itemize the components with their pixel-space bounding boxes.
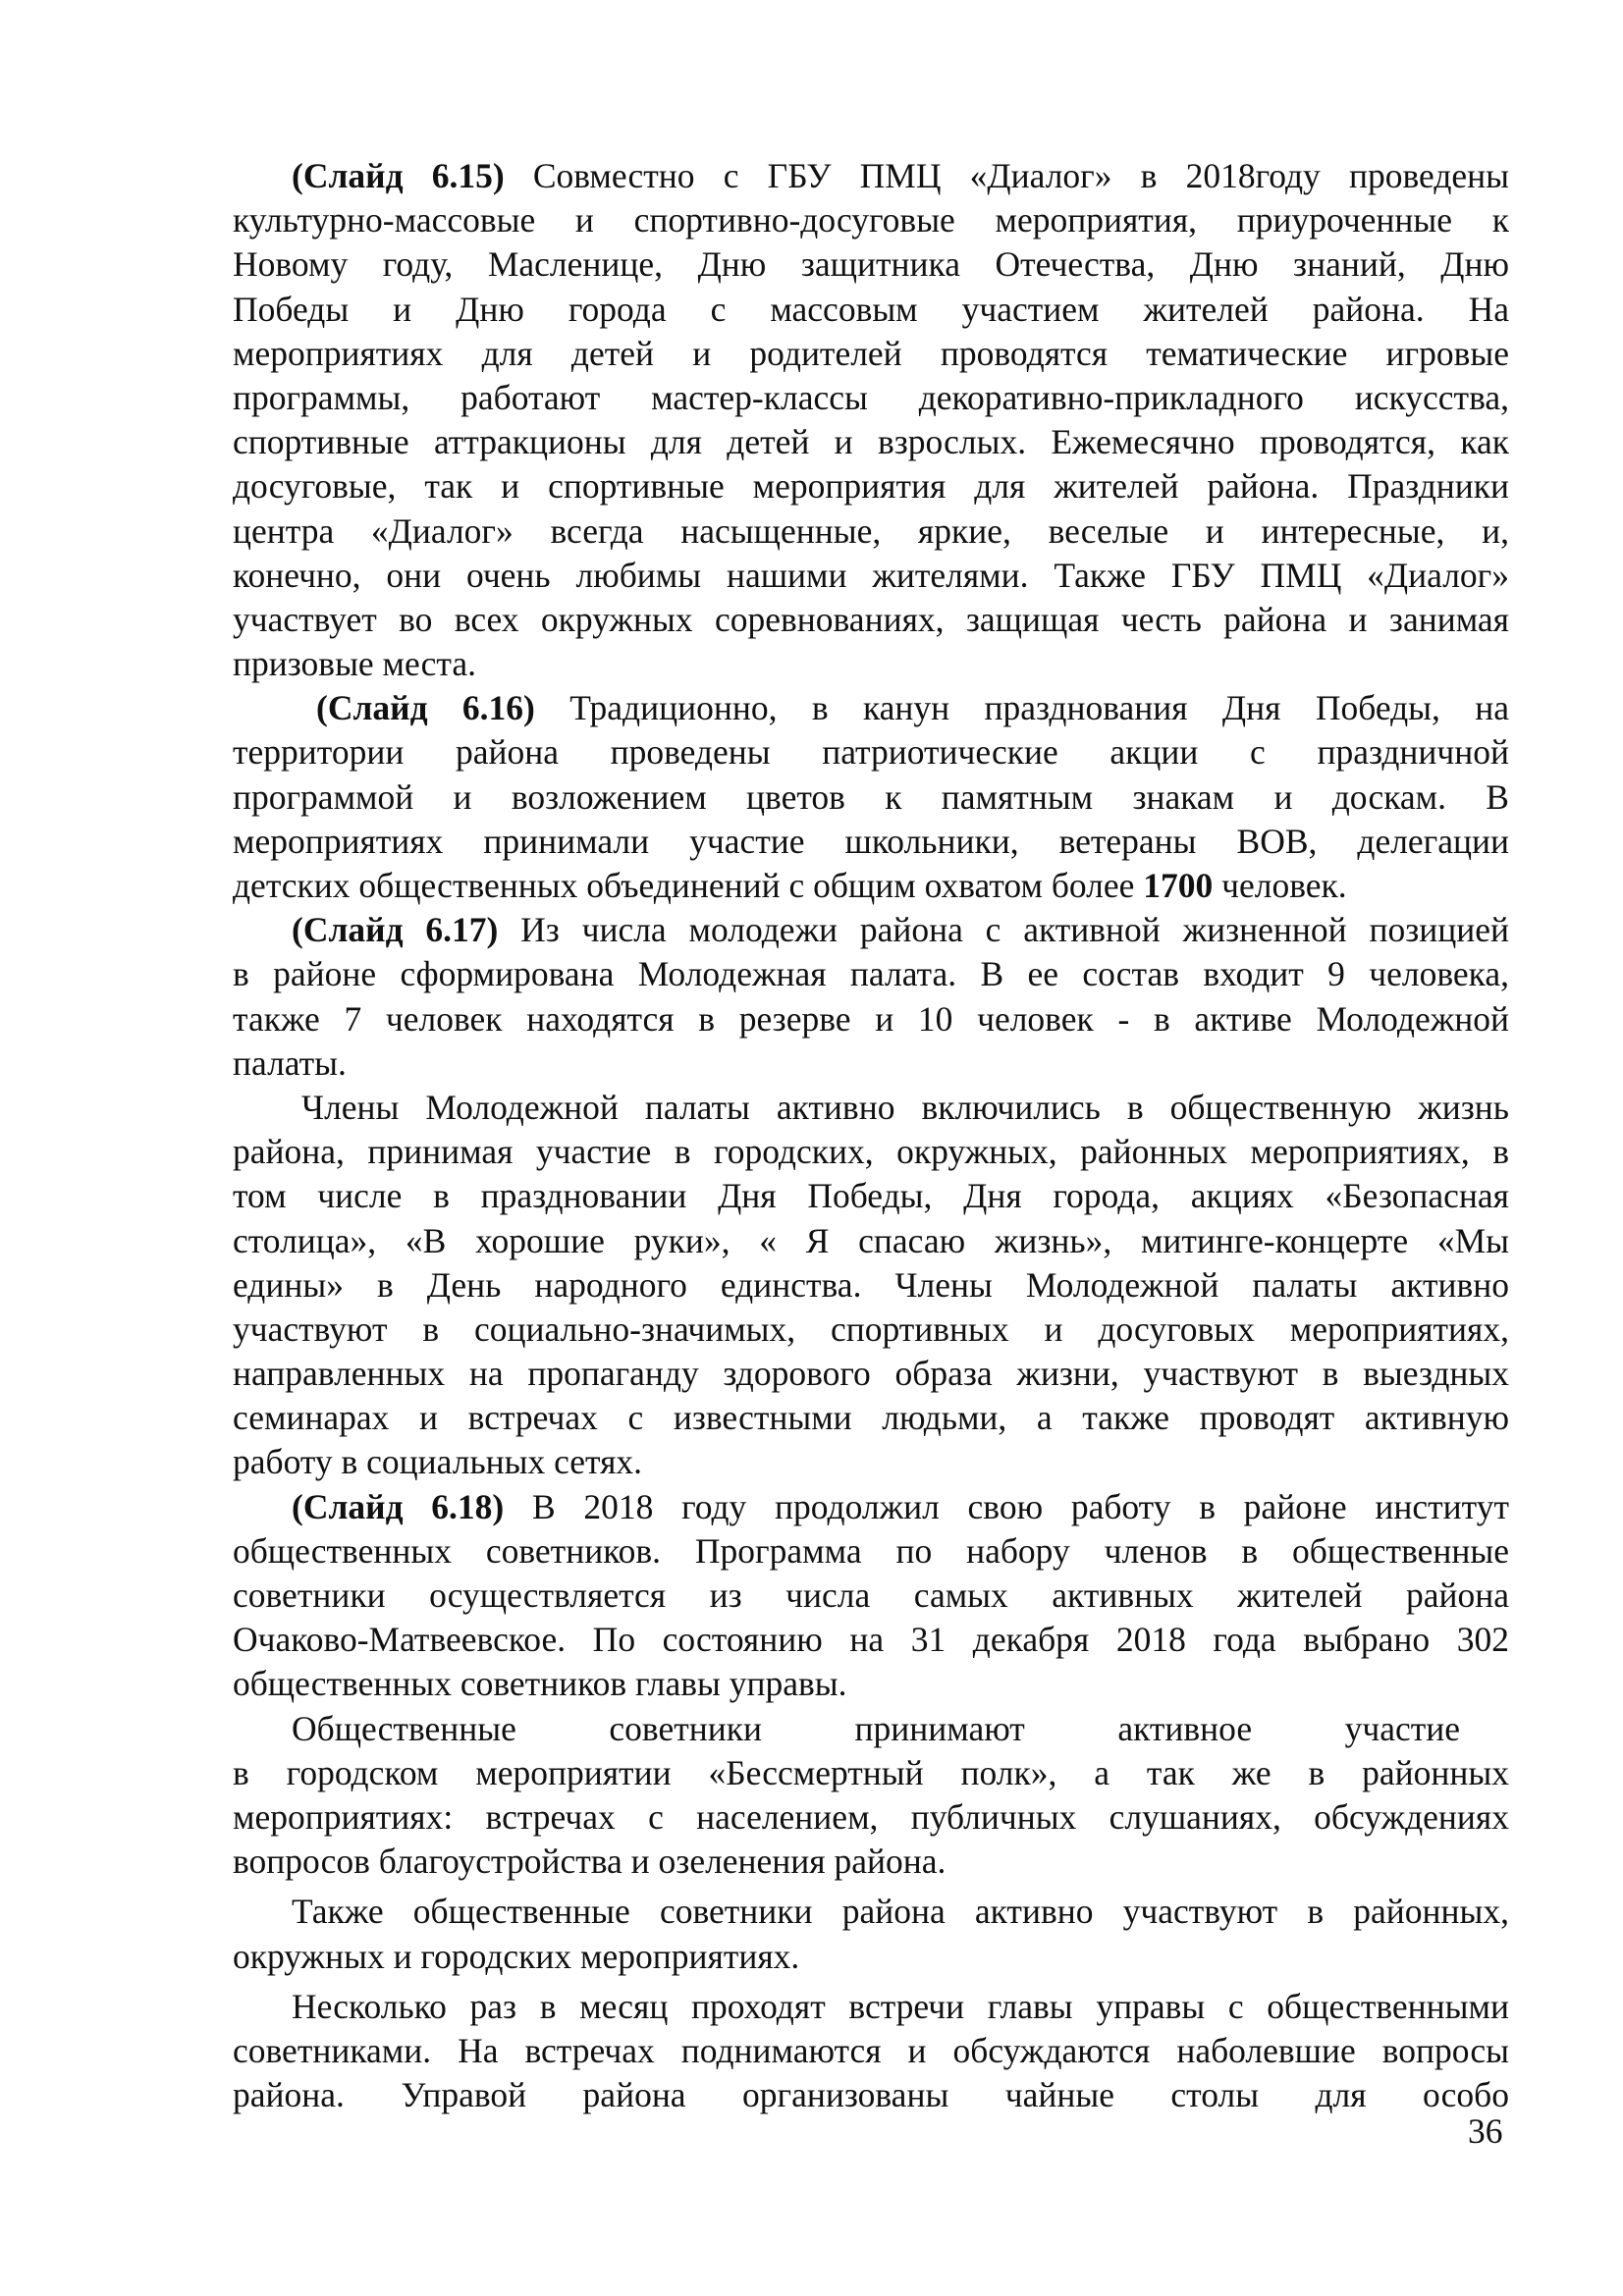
- paragraph-advisors-meetings: [233, 1985, 1509, 2118]
- text-line: мероприятиях: встречах с населением, публичных слушаниях, обсуждениях: [233, 1796, 1509, 1837]
- text-line: Новому году, Масленице, Дню защитника Отечества, Дню знаний, Дню: [233, 244, 1509, 285]
- text-line: конечно, они очень любимы нашими жителями. Также ГБУ ПМЦ «Диалог»: [233, 555, 1509, 595]
- text-line: программой и возложением цветов к памятным знакам и доскам. В: [233, 776, 1509, 817]
- text-line: советниками. На встречах поднимаются и обсуждаются наболевшие вопросы: [233, 2030, 1509, 2070]
- text-line: столица», «В хорошие руки», « Я спасаю жизнь», митинге-концерте «Мы: [233, 1220, 1509, 1260]
- participant-count: 1700: [1143, 866, 1214, 905]
- paragraph-slide-6-18: [233, 1485, 1509, 1707]
- text-line: спортивные аттракционы для детей и взрослых. Ежемесячно проводятся, как: [233, 422, 1509, 462]
- text-line: палаты.: [233, 1042, 347, 1083]
- paragraph-youth-chamber: [233, 1086, 1509, 1485]
- paragraph-advisors-events: [233, 1890, 1509, 1978]
- text-line: советники осуществляется из числа самых активных жителей района: [233, 1575, 1509, 1615]
- text-line: семинарах и встречах с известными людьми, а также проводят активную: [233, 1398, 1509, 1438]
- text-line: вопросов благоустройства и озеленения района.: [233, 1842, 947, 1882]
- text-line: работу в социальных сетях.: [233, 1442, 643, 1482]
- text-line: культурно-массовые и спортивно-досуговые мероприятия, приуроченные к: [233, 200, 1509, 240]
- text-line: (Слайд 6.17) Из числа молодежи района с активной жизненной позицией: [292, 910, 1510, 950]
- text-line: Также общественные советники района активно участвуют в районных,: [292, 1892, 1509, 1932]
- text-line: центра «Диалог» всегда насыщенные, яркие, веселые и интересные, и,: [233, 510, 1509, 551]
- paragraph-advisors-participation: [233, 1707, 1509, 1885]
- paragraph-slide-6-17: [233, 908, 1509, 1086]
- text-line: призовые места.: [233, 644, 476, 684]
- text-line: программы, работают мастер-классы декоративно-прикладного искусства,: [233, 377, 1509, 417]
- text-line: (Слайд 6.18) В 2018 году продолжил свою работу в районе институт: [292, 1486, 1509, 1526]
- text-line: в городском мероприятии «Бессмертный полк», а так же в районных: [233, 1752, 1509, 1792]
- text-line: едины» в День народного единства. Члены Молодежной палаты активно: [233, 1264, 1509, 1305]
- paragraph-slide-6-16: [233, 686, 1509, 908]
- text-line: (Слайд 6.16) Традиционно, в канун празднования Дня Победы, на: [316, 688, 1509, 728]
- text-line: участвует во всех окружных соревнованиях, защищая честь района и занимая: [233, 599, 1509, 639]
- slide-label: (Слайд 6.16): [316, 688, 535, 728]
- text-line: территории района проведены патриотические акции с праздничной: [233, 732, 1509, 773]
- text-line: также 7 человек находятся в резерве и 10 человек - в активе Молодежной: [233, 998, 1509, 1039]
- slide-label: (Слайд 6.17): [292, 910, 499, 950]
- text-line: (Слайд 6.15) Совместно с ГБУ ПМЦ «Диалог» в 2018году проведены: [292, 156, 1509, 195]
- text-line: в районе сформирована Молодежная палата. В ее состав входит 9 человека,: [233, 954, 1509, 994]
- text-line: направленных на пропаганду здорового образа жизни, участвуют в выездных: [233, 1354, 1509, 1394]
- text-line: мероприятиях для детей и родителей проводятся тематические игровые: [233, 333, 1509, 373]
- text-line: Несколько раз в месяц проходят встречи главы управы с общественными: [292, 1986, 1509, 2026]
- paragraph-slide-6-15: [233, 154, 1509, 686]
- text-line: досуговые, так и спортивные мероприятия для жителей района. Праздники: [233, 466, 1509, 507]
- text-line: мероприятиях принимали участие школьники, ветераны ВОВ, делегации: [233, 821, 1509, 861]
- text-line: общественных советников главы управы.: [233, 1664, 847, 1704]
- text-line: района. Управой района организованы чайные столы для особо: [233, 2075, 1509, 2115]
- body-text: [233, 154, 1509, 2117]
- text-line: детских общественных объединений с общим охватом более 1700 человек.: [233, 866, 1347, 905]
- page-number: 36: [1468, 2111, 1503, 2151]
- slide-label: (Слайд 6.18): [292, 1486, 505, 1526]
- slide-label: (Слайд 6.15): [292, 156, 505, 195]
- text-line: Члены Молодежной палаты активно включились в общественную жизнь: [301, 1087, 1509, 1127]
- text-line: участвуют в социально-значимых, спортивных и досуговых мероприятиях,: [233, 1308, 1509, 1349]
- text-line: том числе в праздновании Дня Победы, Дня города, акциях «Безопасная: [233, 1176, 1509, 1216]
- text-line: Общественные советники принимают активное участие: [292, 1708, 1460, 1748]
- text-line: Очаково-Матвеевское. По состоянию на 31 декабря 2018 года выбрано 302: [233, 1620, 1509, 1660]
- text-line: общественных советников. Программа по набору членов в общественные: [233, 1530, 1509, 1571]
- text-line: района, принимая участие в городских, окружных, районных мероприятиях, в: [233, 1132, 1509, 1172]
- text-line: Победы и Дню города с массовым участием жителей района. На: [233, 289, 1509, 329]
- text-line: окружных и городских мероприятиях.: [233, 1936, 800, 1976]
